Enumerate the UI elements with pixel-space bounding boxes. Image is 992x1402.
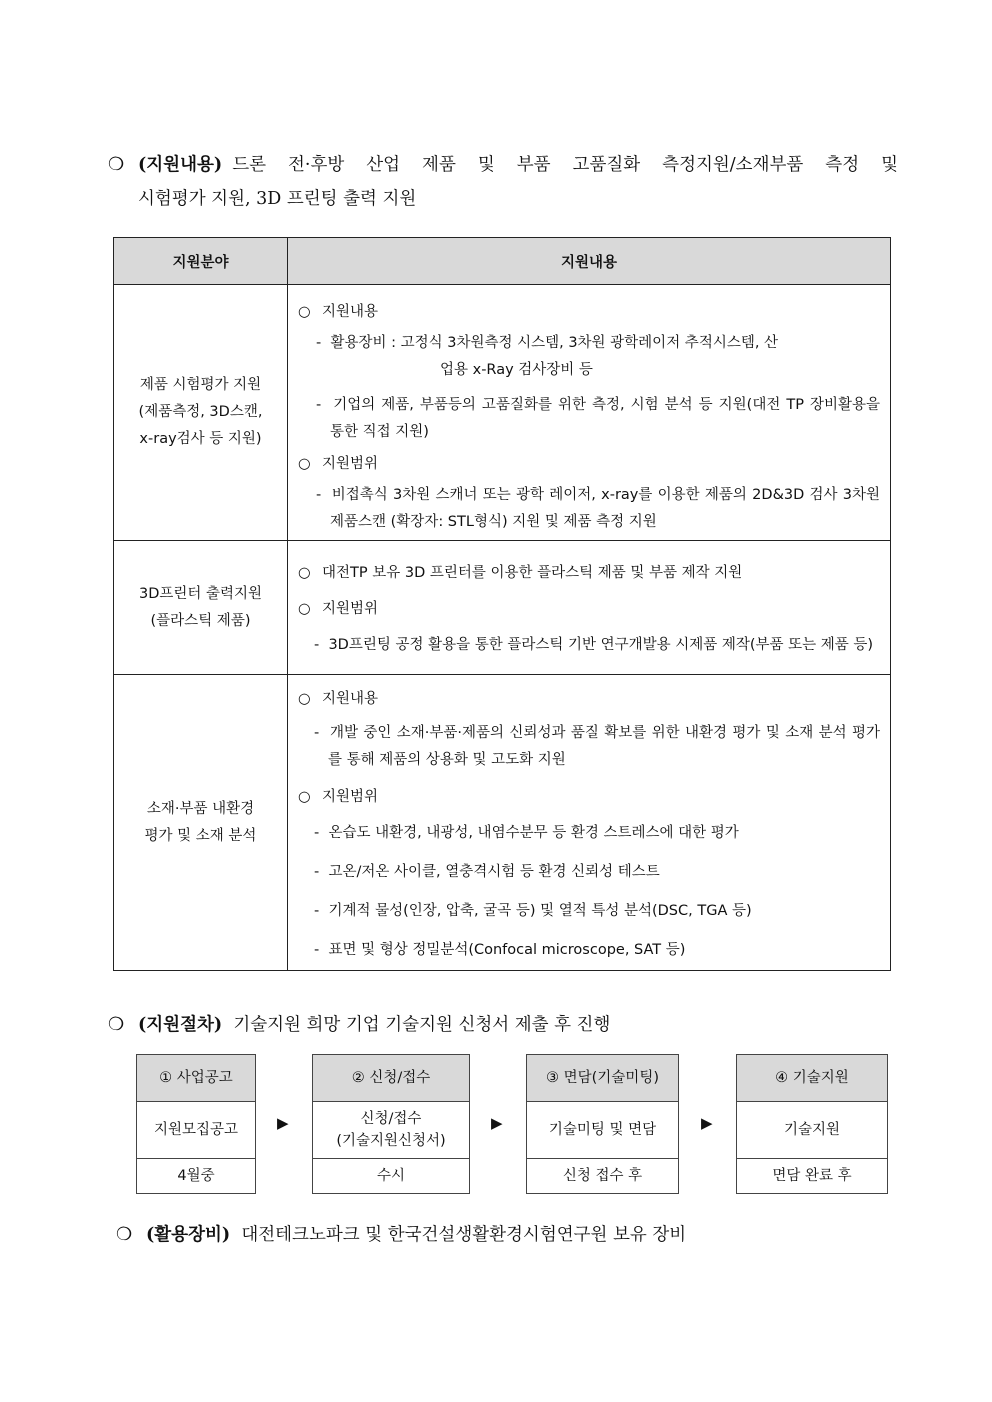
flow-step-3 <box>526 1054 679 1194</box>
step-title: ① 사업공고 <box>137 1055 255 1102</box>
field-material-eval: 소재·부품 내환경 평가 및 소재 분석 <box>114 675 288 971</box>
section-label: (지원내용) <box>138 155 223 175</box>
equipment-text: 대전테크노파크 및 한국건설생활환경시험연구원 보유 장비 <box>241 1225 687 1245</box>
list-item: ○ 지원내용 <box>298 303 379 320</box>
list-item: ○ 지원범위 <box>298 788 379 805</box>
list-item: - 활용장비 : 고정식 3차원측정 시스템, 3차원 광학레이저 추적시스템, 산 업용 x-Ray 검사장비 등 <box>316 334 779 378</box>
procedure-text: 기술지원 희망 기업 기술지원 신청서 제출 후 진행 <box>233 1015 611 1035</box>
section-label: (지원절차) <box>138 1015 223 1035</box>
bullet-icon: ❍ <box>108 154 125 175</box>
step-title: ② 신청/접수 <box>313 1055 469 1102</box>
bullet-icon: ❍ <box>116 1224 133 1245</box>
arrow-right-icon: ▶ <box>491 1114 503 1132</box>
header-field: 지원분야 <box>114 238 288 285</box>
step-desc: 기술지원 <box>737 1102 887 1159</box>
step-desc: 신청/접수 (기술지원신청서) <box>313 1102 469 1159</box>
arrow-right-icon: ▶ <box>277 1114 289 1132</box>
step-time: 신청 접수 후 <box>562 1168 643 1184</box>
step-time: 4월중 <box>177 1168 215 1184</box>
flow-step-4 <box>736 1054 888 1194</box>
heading-line1: 드론 전·후방 산업 제품 및 부품 고품질화 측정지원/소재부품 측정 및 <box>232 155 898 175</box>
list-item: - 표면 및 형상 정밀분석(Confocal microscope, SAT 등) <box>314 941 686 958</box>
flow-step-2 <box>312 1054 470 1194</box>
step-title: ③ 면담(기술미팅) <box>527 1055 678 1102</box>
bullet-icon: ❍ <box>108 1014 125 1035</box>
content-product-test <box>288 285 891 541</box>
header-content: 지원내용 <box>288 238 891 285</box>
list-item: ○ 지원범위 <box>298 601 379 617</box>
list-item: - 기계적 물성(인장, 압축, 굴곡 등) 및 열적 특성 분석(DSC, TGA 등) <box>314 902 752 919</box>
field-3d-printer: 3D프린터 출력지원 (플라스틱 제품) <box>114 541 288 675</box>
list-item: - 개발 중인 소재·부품·제품의 신뢰성과 품질 확보를 위한 내환경 평가 및 소재 분석 평가를 통해 제품의 상용화 및 고도화 지원 <box>314 724 881 768</box>
flow-step-1 <box>136 1054 256 1194</box>
list-item: - 기업의 제품, 부품등의 고품질화를 위한 측정, 시험 분석 등 지원(대전 TP 장비활용을 통한 직접 지원) <box>316 396 880 440</box>
list-item: - 3D프린팅 공정 활용을 통한 플라스틱 기반 연구개발용 시제품 제작(부품 또는 제품 등) <box>314 637 874 653</box>
step-time: 면담 완료 후 <box>772 1168 852 1184</box>
content-3d-printer <box>288 541 891 675</box>
step-desc: 지원모집공고 <box>137 1102 255 1159</box>
support-procedure-heading <box>108 1008 610 1042</box>
support-content-heading <box>108 148 898 216</box>
heading-line2: 시험평가 지원, 3D 프린팅 출력 지원 <box>138 189 417 209</box>
support-table <box>113 237 891 971</box>
equipment-heading <box>116 1218 686 1252</box>
list-item: ○ 지원범위 <box>298 455 379 472</box>
field-product-test: 제품 시험평가 지원 (제품측정, 3D스캔, x-ray검사 등 지원) <box>114 285 288 541</box>
step-title: ④ 기술지원 <box>737 1055 887 1102</box>
step-time: 수시 <box>376 1168 405 1184</box>
list-item: - 비접촉식 3차원 스캐너 또는 광학 레이저, x-ray를 이용한 제품의 2D&3D 검사 3차원 제품스캔 (확장자: STL형식) 지원 및 제품 측정 지원 <box>316 486 881 530</box>
step-desc: 기술미팅 및 면담 <box>527 1102 678 1159</box>
list-item: ○ 지원내용 <box>298 690 379 707</box>
section-label: (활용장비) <box>146 1225 231 1245</box>
list-item: - 고온/저온 사이클, 열충격시험 등 환경 신뢰성 테스트 <box>314 863 660 880</box>
list-item: - 온습도 내환경, 내광성, 내염수분무 등 환경 스트레스에 대한 평가 <box>314 824 739 841</box>
content-material-eval <box>288 675 891 971</box>
list-item: ○ 대전TP 보유 3D 프린터를 이용한 플라스틱 제품 및 부품 제작 지원 <box>298 565 743 581</box>
arrow-right-icon: ▶ <box>701 1114 713 1132</box>
